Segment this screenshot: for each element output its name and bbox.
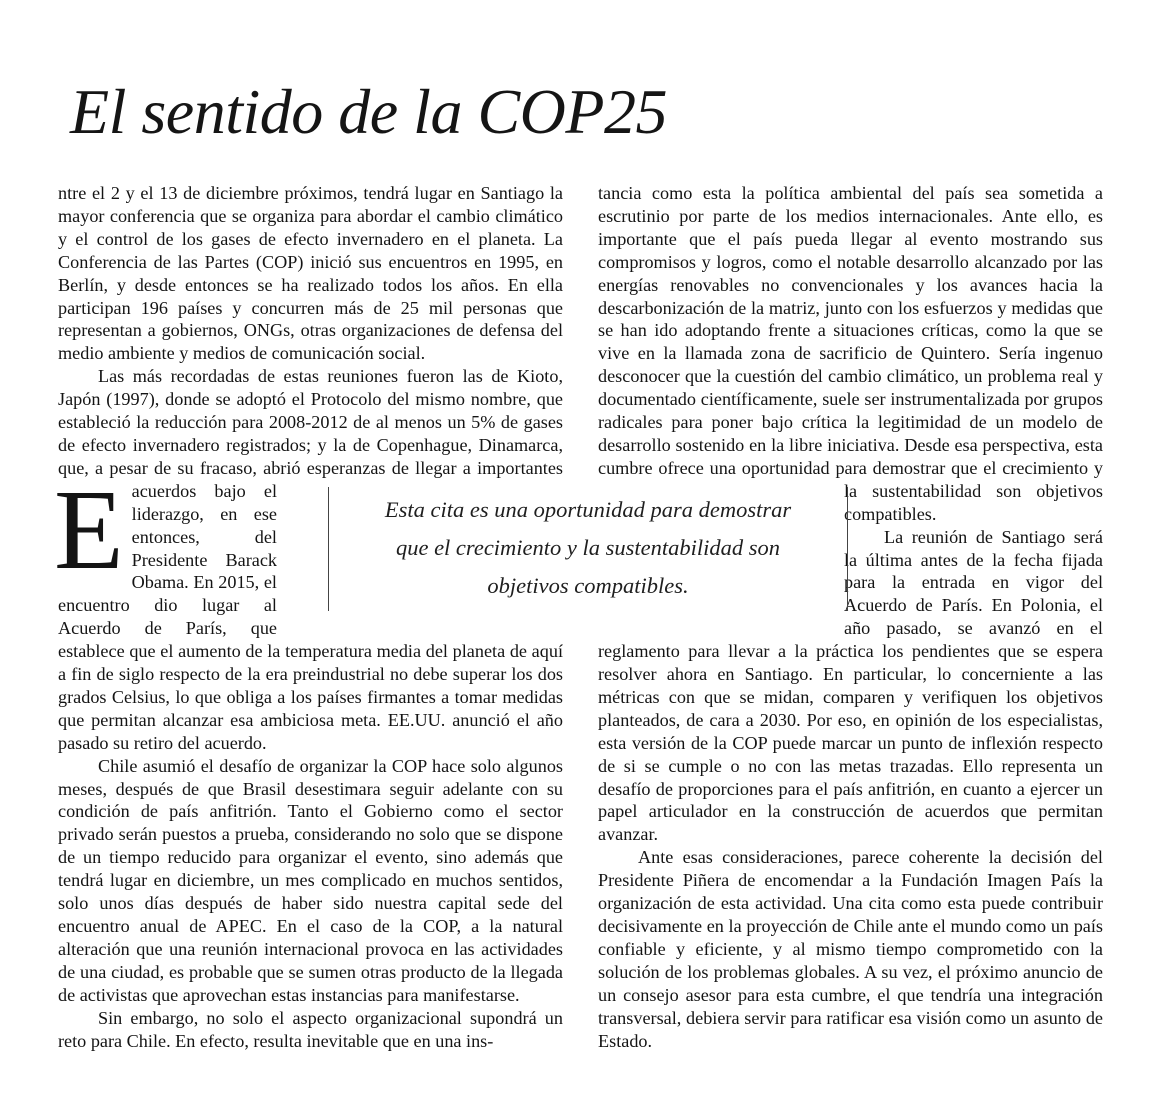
paragraph: La reunión de Santiago será la última antes de la fecha fijada para la entrada en vigor del Acuerdo de París. En Polonia, el año pasado, se avanzó en el reglamento para llevar a la práctica los pendientes que se espera resolver ahora en Santiago. En particular, lo concerniente a las métricas con que se midan, comparen y verifiquen los objetivos planteados, de cara a 2030. Por eso, en opinión de los especialistas, esta versión de la COP puede marcar un punto de inflexión respecto de si se cumple o no con las metas trazadas. Ello representa un desafío de proporciones para el país anfitrión, en cuanto a ejercer un papel articulador en la construcción de acuerdos que permitan avanzar. [598, 526, 1103, 845]
right-column [598, 182, 1103, 1052]
paragraph: Las más recordadas de estas reuniones fueron las de Kioto, Japón (1997), donde se adoptó el Protocolo del mismo nombre, que estableció la reducción para 2008-2012 de al menos un 5% de gases de efecto invernadero registrados; y la de Copenhague, Dinamarca, que, a pesar de su fracaso, abrió esperanzas de llegar a importantes acuerdos bajo el liderazgo, en ese entonces, del Presidente Barack Obama. En 2015, el encuentro dio lugar al Acuerdo de París, que establece que el aumento de la temperatura media del planeta de aquí a fin de siglo respecto de la era preindustrial no debe superar los dos grados Celsius, lo que obliga a los países firmantes a tomar medidas que permitan alcanzar esa ambiciosa meta. EE.UU. anunció el año pasado su retiro del acuerdo. [58, 366, 563, 753]
paragraph: tancia como esta la política ambiental del país sea sometida a escrutinio por parte de los medios internacionales. Ante ello, es importante que el país pueda llegar al evento mostrando sus compromisos y logros, como el notable desarrollo alcanzado por las energías renovables no convencionales y los avances hacia la descarbonización de la matriz, junto con los esfuerzos y medidas que se han ido adoptando frente a situaciones críticas, como la que se vive en la llamada zona de sacrificio de Quintero. Sería ingenuo desconocer que la cuestión del cambio climático, un problema real y documentado científicamente, suele ser instrumentalizada por grupos radicales para poner bajo crítica la legitimidad de un modelo de desarrollo sostenido en la libre iniciativa. Desde esa perspectiva, esta cumbre ofrece una oportunidad para demostrar que el crecimiento y la sustentabilidad son objetivos compatibles. [598, 183, 1103, 524]
paragraph-text: ntre el 2 y el 13 de diciembre próximos, tendrá lugar en Santiago la mayor conferencia que se organiza para abordar el cambio climático y el control de los gases de efecto invernadero en el planeta. La Conferencia de las Partes (COP) inició sus encuentros en 1995, en Berlín, y desde entonces se ha realizado todos los años. En ella participan 196 países y concurren más de 25 mil personas que representan a gobiernos, ONGs, otras organizaciones de defensa del medio ambiente y medios de comunicación social. [58, 183, 563, 364]
paragraph: Ante esas consideraciones, parece coherente la decisión del Presidente Piñera de encomendar a la Fundación Imagen País la organización de esta actividad. Una cita como esta puede contribuir decisivamente en la proyección de Chile ante el mundo como un país confiable y eficiente, y al mismo tiempo comprometido con la solución de los problemas globales. A su vez, el próximo anuncio de un consejo asesor para esta cumbre, el que tendría una integración transversal, debiera servir para ratificar esa visión como un asunto de Estado. [598, 847, 1103, 1051]
pull-quote-line: que el crecimiento y la sustentabilidad son [395, 535, 781, 560]
left-column [54, 182, 563, 1052]
paragraph: Chile asumió el desafío de organizar la COP hace solo algunos meses, después de que Brasil desestimara seguir adelante con su condición de país anfitrión. Tanto el Gobierno como el sector privado serán puestos a prueba, considerando no solo que se dispone de un tiempo reducido para organizar el evento, sino además que tendrá lugar en diciembre, un mes complicado en muchos sentidos, solo unos días después de haber sido nuestra capital sede del encuentro anual de APEC. En el caso de la COP, a la natural alteración que una reunión internacional provoca en las actividades de una ciudad, es probable que se sumen otras producto de la llegada de activistas que aprovechan estas instancias para manifestarse. [58, 755, 563, 1005]
article-title: El sentido de la COP25 [70, 76, 667, 147]
drop-cap: E [54, 466, 124, 593]
pull-quote-line: objetivos compatibles. [487, 573, 689, 598]
paragraph: Sin embargo, no solo el aspecto organizacional supondrá un reto para Chile. En efecto, resulta inevitable que en una ins- [58, 1007, 563, 1051]
pull-quote [328, 487, 848, 611]
pull-quote-line: Esta cita es una oportunidad para demostrar [384, 497, 792, 522]
